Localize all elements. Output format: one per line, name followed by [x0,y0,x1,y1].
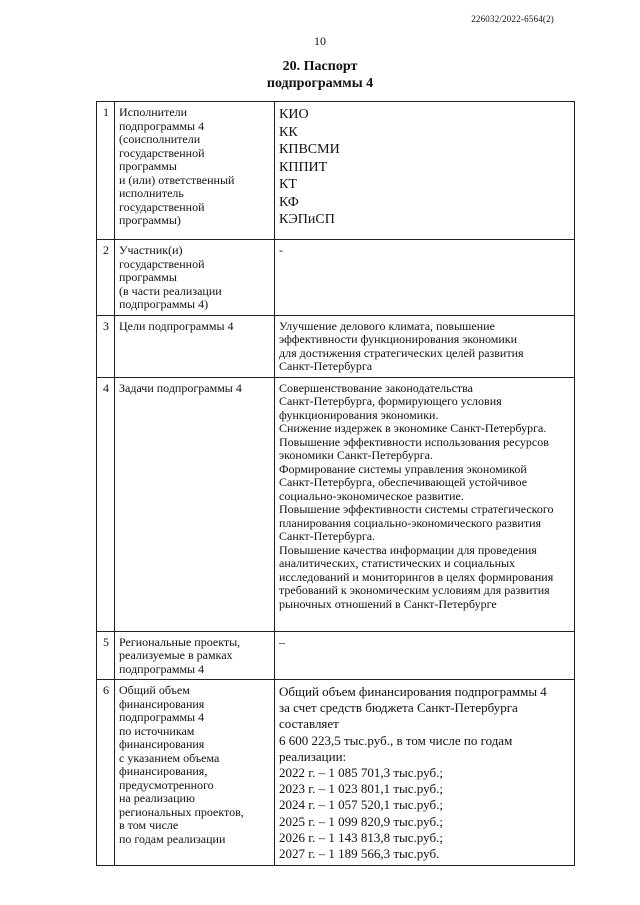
value-line: Повышение качества информации для проведения [279,542,537,557]
value-line: 2027 г. – 1 189 566,3 тыс.руб. [279,846,440,862]
title-line-1: 20. Паспорт [282,59,358,74]
value-line: эффективности функционирования экономики [279,332,518,346]
label-line: программы [119,159,177,173]
value-line: аналитических, статистических и социальных [279,556,516,570]
row-value [275,102,575,240]
label-line: Цели подпрограммы 4 [119,318,234,333]
value-line: КК [279,124,298,140]
document-id: 226032/2022-6564(2) [471,14,554,24]
value-line: функционирования экономики. [279,407,439,422]
label-line: финансирования, [119,764,208,778]
value-line: Формирование системы управления экономикой [279,461,527,476]
label-line: программы) [119,213,181,227]
value-line: 2024 г. – 1 057 520,1 тыс.руб.; [279,797,443,813]
label-line: на реализацию [119,791,195,805]
value-line: Санкт-Петербурга, обеспечивающей устойчивое [279,475,528,489]
row-label [115,102,275,240]
passport-table [96,101,575,866]
row-value [275,631,575,680]
label-line: программы [119,270,177,284]
value-line: для достижения стратегических целей развития [279,345,524,360]
value-line: Улучшение делового климата, повышение [279,318,495,333]
label-line: Участник(и) [119,243,183,257]
value-line: 2023 г. – 1 023 801,1 тыс.руб.; [279,781,443,797]
label-line: государственной [119,145,205,160]
value-line: Санкт-Петербурга [279,359,373,373]
label-line: подпрограммы 4 [119,710,205,724]
row-value [275,377,575,631]
label-line: (в части реализации [119,283,222,298]
value-line: – [279,634,285,649]
label-line: Задачи подпрограммы 4 [119,380,242,395]
value-line: КЭПиСП [279,212,335,227]
label-line: государственной [119,199,205,214]
label-line: и (или) ответственный [119,172,235,187]
page-title [0,58,640,92]
value-line: планирования социально-экономического развития [279,515,542,530]
row-value [275,240,575,316]
row-number: 3 [97,315,115,377]
table-row [97,102,575,240]
value-line: экономики Санкт-Петербурга. [279,448,433,462]
value-line: Повышение эффективности системы стратегического [279,502,554,516]
value-line: требований к экономическим условиям для развития [279,583,550,597]
label-line: подпрограммы 4 [119,118,205,133]
value-line: 2022 г. – 1 085 701,3 тыс.руб.; [279,765,443,781]
value-line: исследований и мониторингов в целях формирования [279,569,554,584]
row-label [115,680,275,866]
value-line: КПВСМИ [279,142,340,157]
page-number: 10 [314,34,326,48]
title-line-2: подпрограммы 4 [266,76,374,91]
label-line: по источникам [119,723,195,738]
row-value [275,680,575,866]
table-row [97,315,575,377]
value-line: 2025 г. – 1 099 820,9 тыс.руб.; [279,813,443,829]
value-line: КИО [279,107,309,122]
row-number: 6 [97,680,115,866]
label-line: подпрограммы 4 [119,661,205,676]
label-line: региональных проектов, [119,804,244,819]
value-line: КППИТ [279,159,328,175]
label-line: предусмотренного [119,777,214,792]
label-line: финансирования [119,737,205,751]
label-line: с указанием объема [119,750,220,765]
table-row [97,240,575,316]
row-label [115,377,275,631]
value-line: Общий объем финансирования подпрограммы 4 [279,684,547,699]
value-line: Санкт-Петербурга. [279,529,376,543]
label-line: (соисполнители [119,132,201,146]
label-line: государственной [119,256,205,271]
value-line: рыночных отношений в Санкт-Петербурге [279,596,497,611]
row-label [115,631,275,680]
value-line: Снижение издержек в экономике Санкт-Петербурга. [279,421,547,435]
value-line: за счет средств бюджета Санкт-Петербурга составляет [279,700,518,732]
label-line: реализуемые в рамках [119,648,233,662]
value-line: 2026 г. – 1 143 813,8 тыс.руб.; [279,829,443,845]
label-line: Исполнители [119,105,188,119]
table-row [97,680,575,866]
value-line: КТ [279,177,297,192]
value-line: социально-экономическое развитие. [279,488,464,503]
label-line: исполнитель [119,186,184,200]
value-line: Повышение эффективности использования ресурсов [279,434,549,449]
label-line: подпрограммы 4) [119,297,209,311]
table-row [97,377,575,631]
value-line: КФ [279,194,299,210]
value-line: Санкт-Петербурга, формирующего условия [279,394,502,408]
label-line: Общий объем [119,683,190,697]
label-line: по годам реализации [119,831,226,846]
table-row [97,631,575,680]
row-number: 5 [97,631,115,680]
value-line: - [279,243,283,257]
row-label [115,315,275,377]
label-line: финансирования [119,696,205,711]
row-value [275,315,575,377]
value-line: 6 600 223,5 тыс.руб., в том числе по годам реализации: [279,732,513,764]
value-line: Совершенствование законодательства [279,380,473,395]
row-label [115,240,275,316]
row-number: 2 [97,240,115,316]
label-line: в том числе [119,818,179,832]
label-line: Региональные проекты, [119,634,241,649]
row-number: 1 [97,102,115,240]
row-number: 4 [97,377,115,631]
